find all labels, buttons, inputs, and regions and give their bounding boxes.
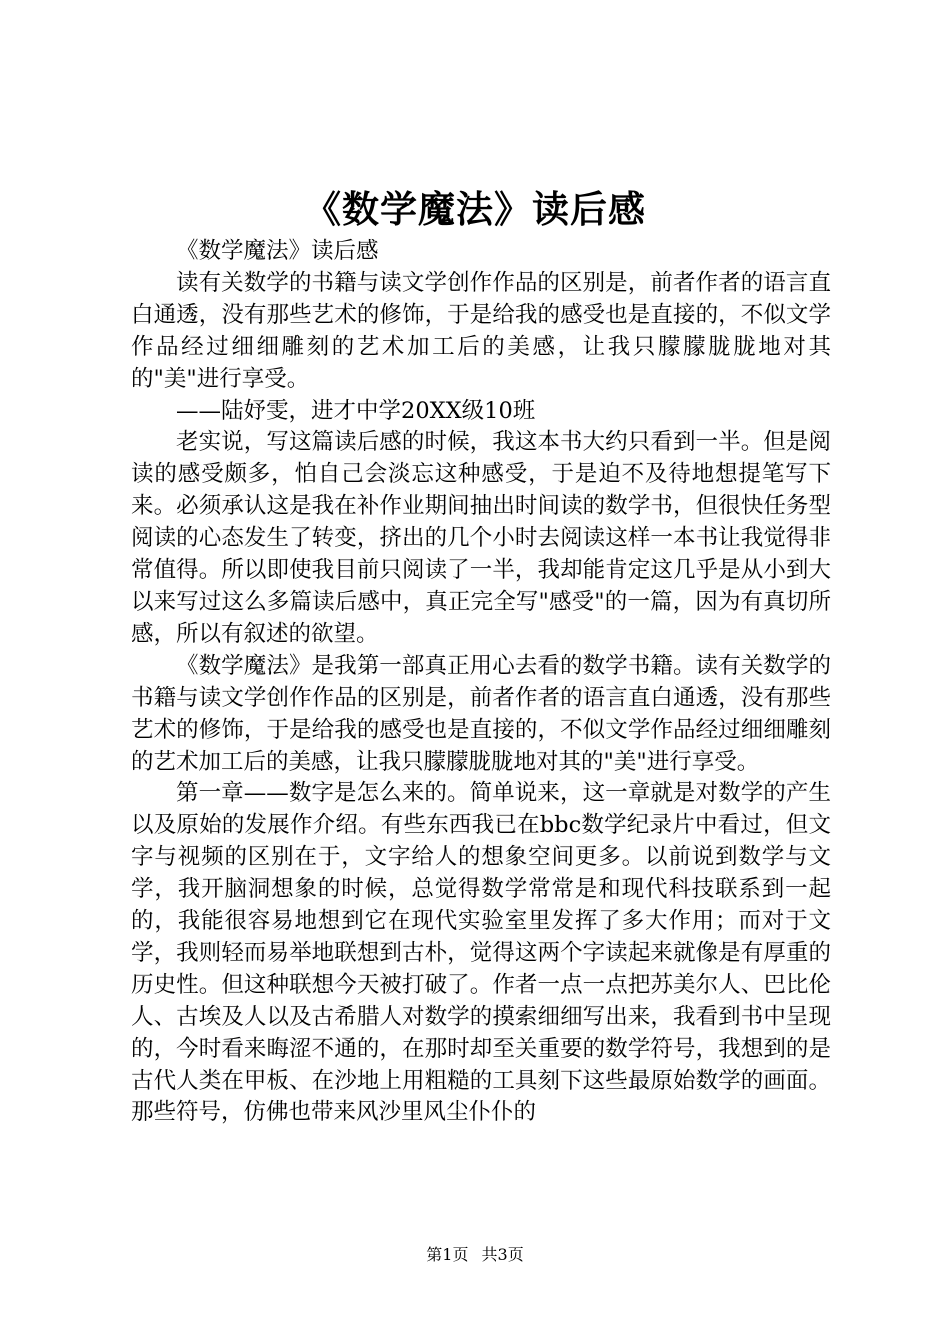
- page-total: 共3页: [481, 1245, 524, 1264]
- page-footer: [0, 1244, 950, 1266]
- paragraph-author: ——陆妤雯，进才中学20XX级10班: [176, 397, 536, 424]
- paragraph-subtitle: 《数学魔法》读后感: [176, 238, 379, 264]
- paragraph-body-3: 第一章——数字是怎么来的。简单说来，这一章就是对数学的产生以及原始的发展作介绍。有些东西我已在bbc数学纪录片中看过，但文字与视频的区别在于，文字给人的想象空间更多。以前说到数学与文学，我开脑洞想象的时候，总觉得数学常常是和现代科技联系到一起的，我能很容易地想到它在现代实验室里发挥了多大作用；而对于文学，我则轻而易举地联想到古朴，觉得这两个字读起来就像是有厚重的历史性。但这种联想今天被打破了。作者一点一点把苏美尔人、巴比伦人、古埃及人以及古希腊人对数学的摸索细细写出来，我看到书中呈现的，今时看来晦涩不通的，在那时却至关重要的数学符号，我想到的是古代人类在甲板、在沙地上用粗糙的工具刻下这些最原始数学的画面。那些符号，仿佛也带来风沙里风尘仆仆的: [131, 780, 831, 1126]
- document-body: [131, 236, 831, 1129]
- paragraph-body-2: 《数学魔法》是我第一部真正用心去看的数学书籍。读有关数学的书籍与读文学创作作品的区别是，前者作者的语言直白通透，没有那些艺术的修饰，于是给我的感受也是直接的，不似文学作品经过细细雕刻的艺术加工后的美感，让我只朦朦胧胧地对其的"美"进行享受。: [131, 652, 831, 775]
- paragraph-quote: 读有关数学的书籍与读文学创作作品的区别是，前者作者的语言直白通透，没有那些艺术的修饰，于是给我的感受也是直接的，不似文学作品经过细细雕刻的艺术加工后的美感，让我只朦朦胧胧地对其的"美"进行享受。: [131, 269, 831, 392]
- paragraph-body-1: 老实说，写这篇读后感的时候，我这本书大约只看到一半。但是阅读的感受颇多，怕自己会淡忘这种感受，于是迫不及待地想提笔写下来。必须承认这是我在补作业期间抽出时间读的数学书，但很快任务型阅读的心态发生了转变，挤出的几个小时去阅读这样一本书让我觉得非常值得。所以即使我目前只阅读了一半，我却能肯定这几乎是从小到大以来写过这么多篇读后感中，真正完全写"感受"的一篇，因为有真切所感，所以有叙述的欲望。: [131, 429, 831, 647]
- page-title: 《数学魔法》读后感: [304, 187, 646, 231]
- page-number: 第1页: [426, 1245, 469, 1264]
